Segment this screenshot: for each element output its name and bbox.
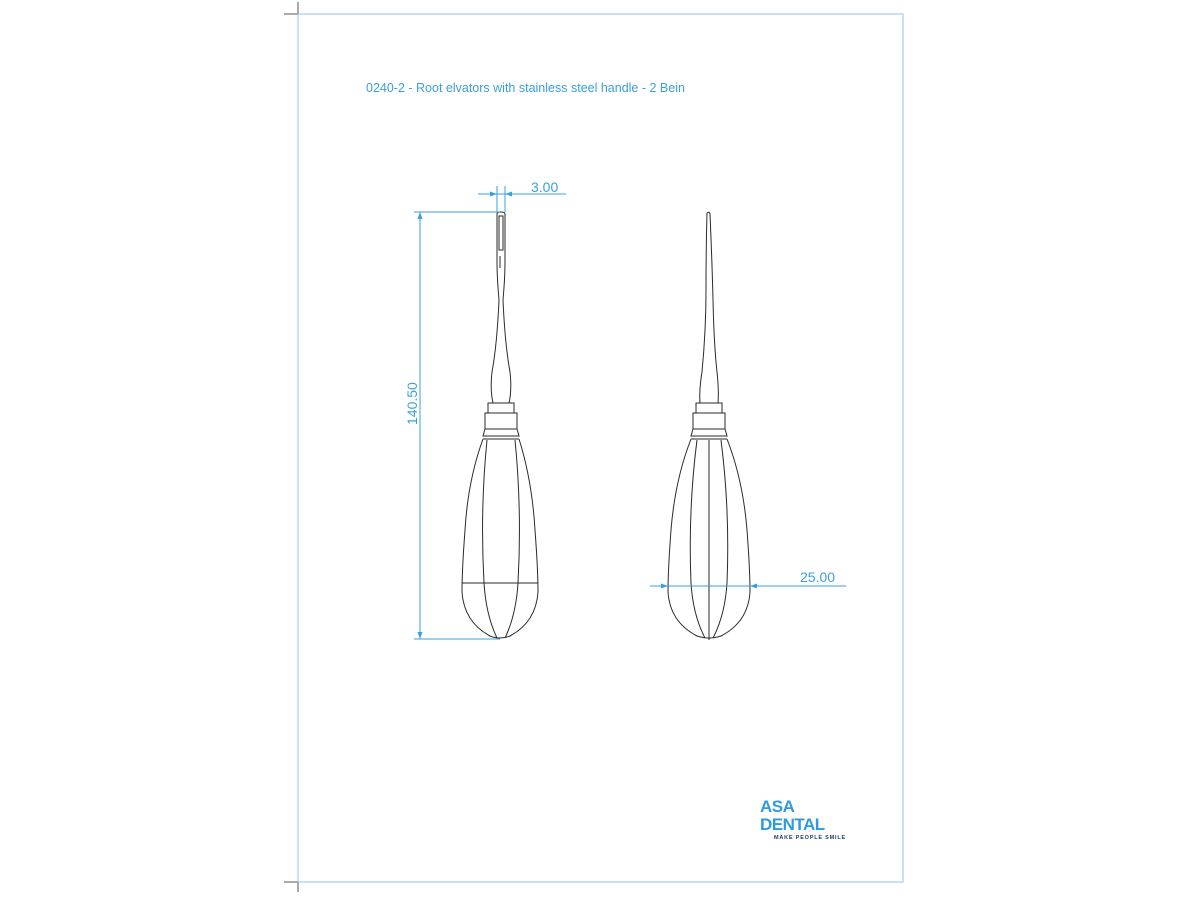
drawing-title: 0240-2 - Root elvators with stainless steel handle - 2 Bein [366, 81, 685, 95]
tip-width-dimension: 3.00 [531, 179, 559, 195]
brand-logo [760, 798, 852, 841]
page-frame [298, 14, 903, 882]
elevator-side-view [668, 212, 750, 640]
crop-marks [284, 2, 298, 892]
total-length-dimension: 140.50 [404, 382, 420, 425]
handle-width-dimension: 25.00 [800, 569, 836, 585]
dimension-lines [414, 186, 846, 639]
brand-name: ASA DENTAL [760, 797, 825, 834]
brand-tagline: MAKE PEOPLE SMILE [774, 835, 846, 841]
elevator-front-view [462, 212, 538, 638]
